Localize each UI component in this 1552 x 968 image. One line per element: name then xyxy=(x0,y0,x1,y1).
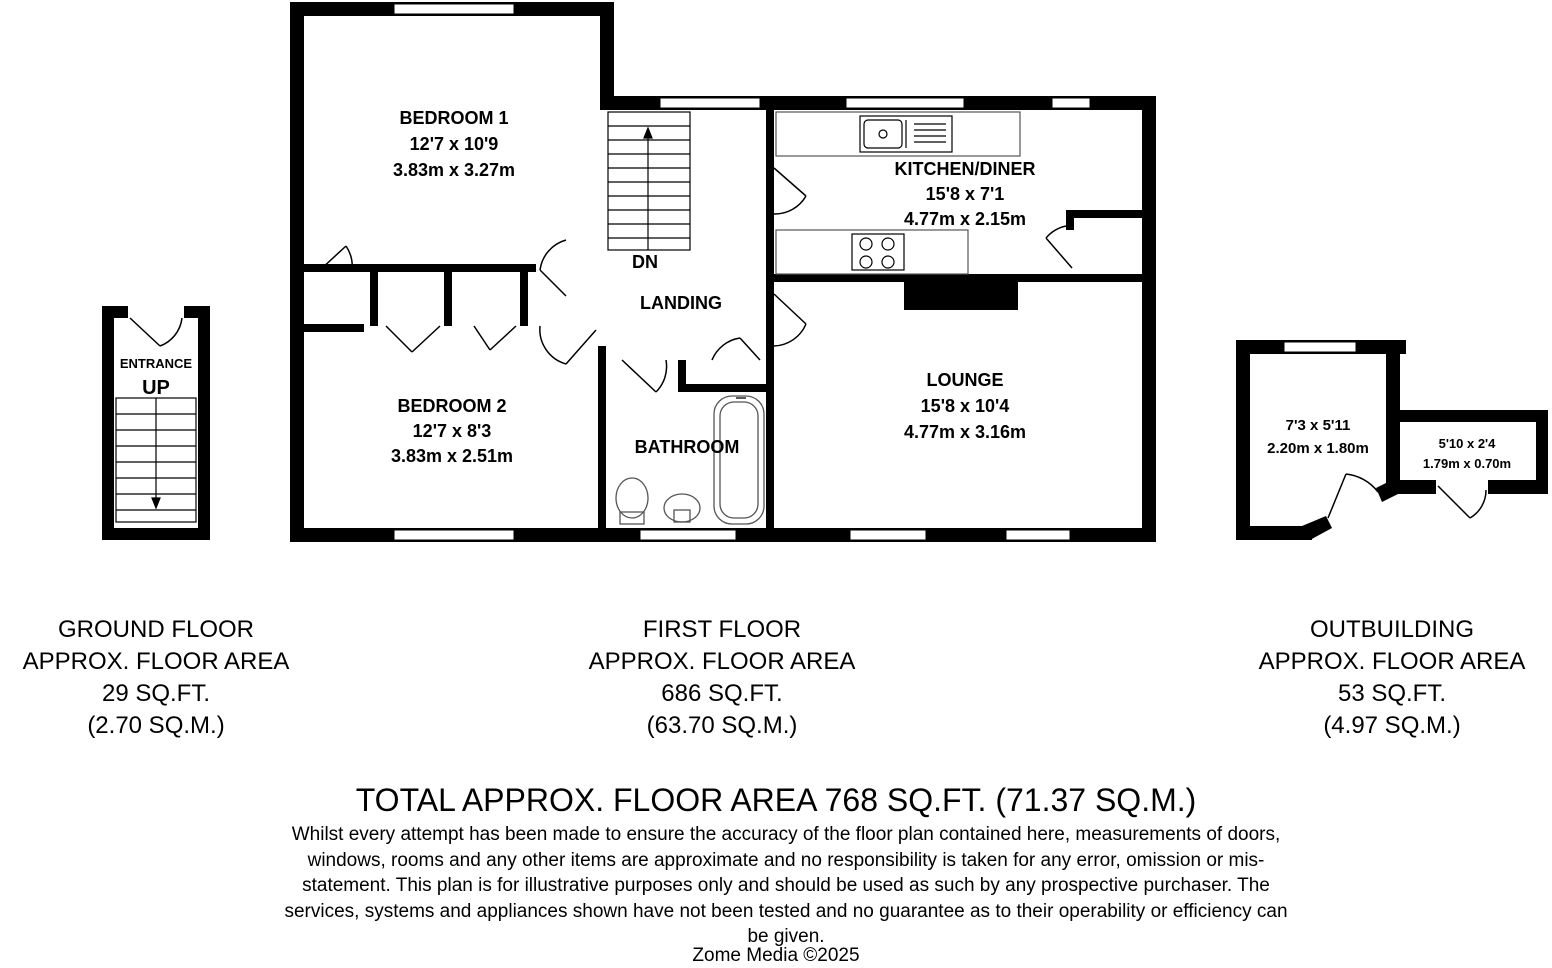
outbuilding-window xyxy=(1284,342,1356,352)
entrance-door xyxy=(130,318,182,346)
bedroom2-imperial: 12'7 x 8'3 xyxy=(412,421,492,441)
outbuilding2-metric: 1.79m x 0.70m xyxy=(1422,456,1512,471)
ground-floor-caption: APPROX. FLOOR AREA xyxy=(22,648,290,675)
stairs-down-label: DN xyxy=(632,252,658,272)
outbuilding1-imperial: 7'3 x 5'11 xyxy=(1285,417,1351,434)
outbuilding-door-2 xyxy=(1438,486,1486,518)
kitchen-metric: 4.77m x 2.15m xyxy=(903,209,1027,229)
staircase-down xyxy=(608,112,690,250)
entrance-staircase xyxy=(116,398,196,522)
first-floor-sqm: (63.70 SQ.M.) xyxy=(646,712,798,739)
ground-floor-plan xyxy=(102,306,210,540)
first-floor-summary xyxy=(552,614,892,742)
total-floor-area: TOTAL APPROX. FLOOR AREA 768 SQ.FT. (71.37 SQ.M.) xyxy=(355,782,1197,818)
first-floor-title: FIRST FLOOR xyxy=(642,616,802,643)
first-floor-sqft: 686 SQ.FT. xyxy=(661,680,783,707)
kitchen-imperial: 15'8 x 7'1 xyxy=(925,184,1005,204)
lounge-imperial: 15'8 x 10'4 xyxy=(920,396,1010,416)
copyright-credit: Zome Media ©2025 xyxy=(692,945,860,966)
outbuilding-plan xyxy=(1236,340,1548,540)
kitchen-name: KITCHEN/DINER xyxy=(894,159,1036,179)
bedroom1-name: BEDROOM 1 xyxy=(399,108,509,128)
outbuilding-title: OUTBUILDING xyxy=(1309,616,1474,643)
bedroom2-metric: 3.83m x 2.51m xyxy=(390,446,514,466)
bathroom-name: BATHROOM xyxy=(634,437,740,457)
outbuilding-caption: APPROX. FLOOR AREA xyxy=(1258,648,1526,675)
first-floor-caption: APPROX. FLOOR AREA xyxy=(588,648,856,675)
ground-floor-title: GROUND FLOOR xyxy=(57,616,254,643)
ground-floor-summary xyxy=(0,614,326,742)
bedroom1-imperial: 12'7 x 10'9 xyxy=(409,134,499,154)
disclaimer-text: Whilst every attempt has been made to ensure the accuracy of the floor plan contained here, measurements of doors, windows, rooms and any other items are approximate and no responsibility is taken for any error, omission or mis-statement. This plan is for illustrative purposes only and should be used as such by any prospective purchaser. The services, systems and appliances shown have not been tested and no guarantee as to their operability or efficiency can be given. xyxy=(284,824,1288,947)
first-floor-plan xyxy=(290,2,1156,542)
ground-floor-sqft: 29 SQ.FT. xyxy=(101,680,211,707)
lounge-name: LOUNGE xyxy=(926,370,1004,390)
landing-name: LANDING xyxy=(640,293,722,313)
bedroom1-metric: 3.83m x 3.27m xyxy=(392,160,516,180)
ground-floor-sqm: (2.70 SQ.M.) xyxy=(87,712,225,739)
outbuilding1-metric: 2.20m x 1.80m xyxy=(1267,440,1369,457)
entrance-up: UP xyxy=(142,377,170,399)
outbuilding-sqft: 53 SQ.FT. xyxy=(1337,680,1447,707)
lounge-metric: 4.77m x 3.16m xyxy=(903,422,1027,442)
outbuilding-door-1 xyxy=(1328,474,1378,518)
bathroom-fixtures xyxy=(616,396,764,524)
outbuilding2-imperial: 5'10 x 2'4 xyxy=(1438,436,1496,451)
outbuilding-sqm: (4.97 SQ.M.) xyxy=(1323,712,1461,739)
entrance-name: ENTRANCE xyxy=(119,356,193,371)
bedroom2-name: BEDROOM 2 xyxy=(397,396,507,416)
outbuilding-summary xyxy=(1222,614,1552,742)
